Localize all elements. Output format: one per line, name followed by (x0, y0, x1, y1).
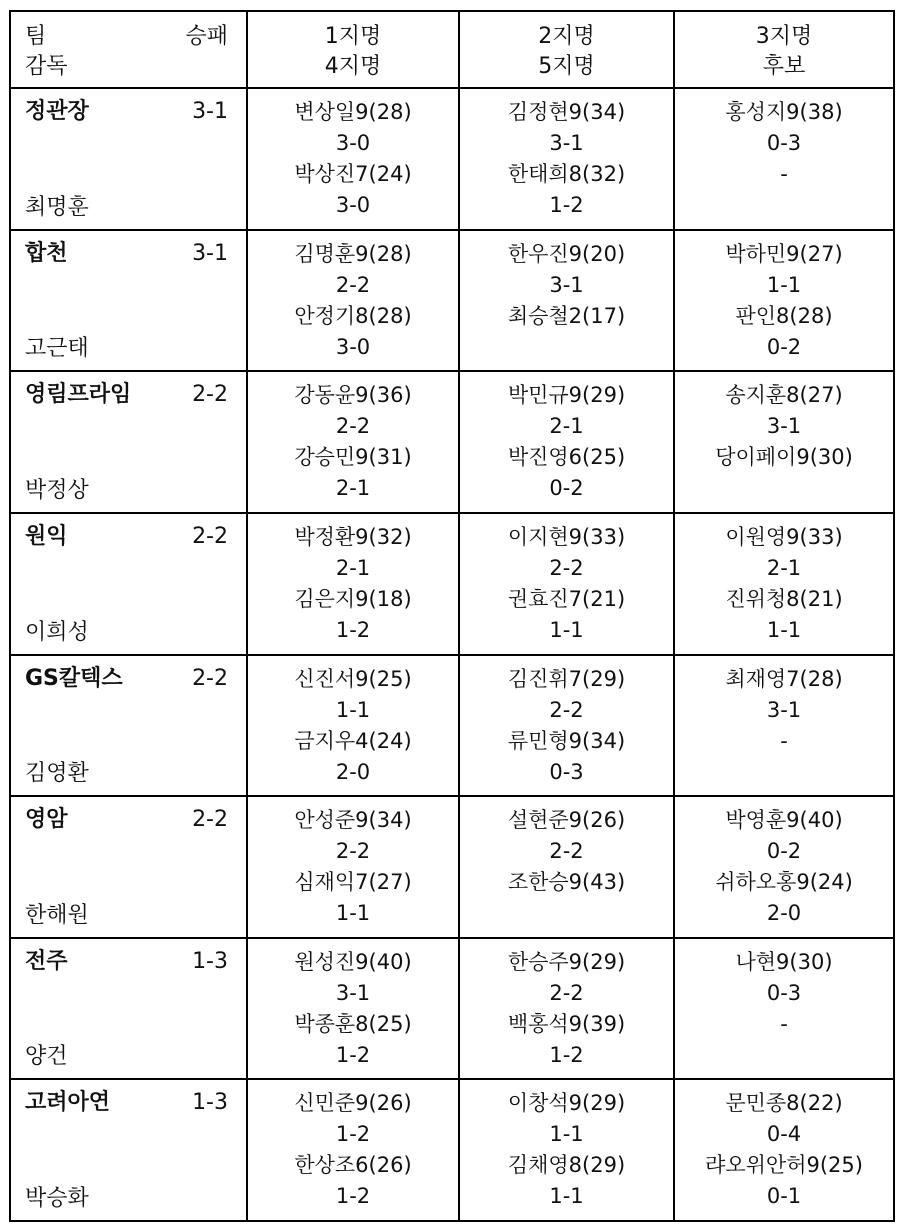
team-cell (10, 796, 247, 938)
player-name: - (780, 728, 788, 753)
player-record: 1-2 (549, 1042, 584, 1067)
team-row (10, 796, 894, 938)
roster-table (9, 10, 895, 1222)
player-name: 문민종8(22) (725, 1091, 843, 1116)
team-record: 1-3 (192, 948, 228, 974)
player-name: 강동윤9(36) (294, 383, 412, 408)
player-name: 박상진7(24) (294, 162, 412, 187)
header-pick2-cell (459, 11, 674, 88)
team-name: 영암 (25, 807, 68, 833)
player-name: 한태희8(32) (507, 162, 626, 187)
player-record: 2-2 (549, 556, 584, 581)
pick-cell-c1 (247, 1079, 459, 1221)
header-pick4-label: 4지명 (324, 54, 382, 79)
player-record: 1-1 (549, 1184, 584, 1209)
pick-cell-c2 (459, 796, 674, 938)
pick-cell-c2 (459, 1079, 674, 1221)
player-record: 2-0 (335, 759, 371, 784)
pick-cell-c3 (674, 230, 894, 372)
player-record: 1-1 (335, 697, 371, 722)
header-pick2-label: 2지명 (538, 24, 595, 49)
team-record: 2-2 (192, 807, 228, 833)
pick-cell-c3 (674, 513, 894, 655)
player-name: 진위청8(21) (725, 587, 843, 612)
team-name: 합천 (25, 240, 68, 266)
team-record: 1-3 (192, 1090, 228, 1116)
player-name: 최승철2(17) (507, 303, 626, 328)
player-record: 1-2 (335, 1122, 371, 1147)
player-record: 1-1 (549, 618, 584, 643)
player-name: - (780, 162, 788, 187)
player-record: 2-2 (335, 272, 371, 297)
player-name: 원성진9(40) (294, 949, 412, 974)
pick-cell-c3 (674, 938, 894, 1080)
player-record: 0-2 (549, 476, 584, 501)
header-row (10, 11, 894, 88)
player-record: 3-1 (766, 414, 802, 439)
player-name: 김정현9(34) (507, 100, 626, 125)
header-pick3-cell (674, 11, 894, 88)
team-name: 고려아연 (25, 1090, 111, 1116)
player-name: 설현준9(26) (507, 808, 626, 833)
team-row (10, 88, 894, 230)
player-record: 0-1 (766, 1184, 802, 1209)
team-name: 원익 (25, 524, 68, 550)
team-manager: 양건 (25, 1044, 68, 1070)
player-name: 권효진7(21) (507, 587, 626, 612)
team-manager: 김영환 (25, 761, 89, 787)
player-record: 2-0 (766, 901, 802, 926)
pick-cell-c1 (247, 796, 459, 938)
pick-cell-c3 (674, 88, 894, 230)
player-name: 김명훈9(28) (294, 241, 412, 266)
player-name: 김진휘7(29) (507, 666, 626, 691)
player-record: 2-1 (766, 556, 802, 581)
pick-cell-c1 (247, 371, 459, 513)
pick-cell-c2 (459, 938, 674, 1080)
player-record: 1-2 (335, 1042, 371, 1067)
header-team-label: 팀 (25, 24, 47, 49)
player-name: 박하민9(27) (725, 241, 843, 266)
team-name: 영림프라임 (25, 382, 132, 408)
player-name: 박종훈8(25) (294, 1011, 412, 1036)
player-name: 안성준9(34) (294, 808, 412, 833)
player-name: 김은지9(18) (294, 587, 412, 612)
player-name: 나현9(30) (735, 949, 833, 974)
player-name: 송지훈8(27) (725, 383, 843, 408)
team-cell (10, 1079, 247, 1221)
team-manager: 고근태 (25, 336, 89, 362)
team-cell (10, 230, 247, 372)
header-reserve-label: 후보 (762, 54, 806, 79)
pick-cell-c3 (674, 796, 894, 938)
player-record: 3-1 (766, 697, 802, 722)
player-name: 김채영8(29) (507, 1153, 626, 1178)
player-record: 0-4 (766, 1122, 802, 1147)
pick-cell-c1 (247, 513, 459, 655)
player-name: 이지현9(33) (507, 525, 626, 550)
player-record: 0-3 (766, 131, 802, 156)
player-name: 강승민9(31) (294, 445, 412, 470)
player-record: 1-1 (549, 1122, 584, 1147)
player-name: 이창석9(29) (507, 1091, 626, 1116)
team-manager: 최명훈 (25, 194, 89, 220)
player-record: 3-0 (335, 131, 371, 156)
player-name: 박영훈9(40) (725, 808, 843, 833)
player-record: 1-1 (335, 901, 371, 926)
player-name: 랴오위안허9(25) (705, 1153, 863, 1178)
player-record: 3-0 (335, 193, 371, 218)
player-record: 2-2 (549, 697, 584, 722)
pick-cell-c1 (247, 938, 459, 1080)
player-record: 2-2 (549, 839, 584, 864)
team-manager: 한해원 (25, 902, 89, 928)
team-manager: 박승화 (25, 1186, 89, 1211)
team-row (10, 1079, 894, 1221)
player-record: 2-2 (335, 414, 371, 439)
player-name: 박정환9(32) (294, 525, 412, 550)
player-name: 신민준9(26) (294, 1091, 412, 1116)
player-record: 1-2 (335, 618, 371, 643)
player-name: 류민형9(34) (507, 728, 626, 753)
player-record: 2-1 (549, 414, 584, 439)
player-record: 1-2 (549, 193, 584, 218)
team-record: 3-1 (192, 240, 228, 266)
player-name: 박진영6(25) (507, 445, 626, 470)
team-record: 2-2 (192, 665, 228, 691)
header-pick1-label: 1지명 (324, 24, 382, 49)
player-record: 2-2 (549, 980, 584, 1005)
player-name: 심재익7(27) (294, 870, 412, 895)
team-row (10, 230, 894, 372)
player-record: 3-1 (335, 980, 371, 1005)
pick-cell-c1 (247, 655, 459, 797)
header-pick1-cell (247, 11, 459, 88)
pick-cell-c2 (459, 371, 674, 513)
pick-cell-c3 (674, 1079, 894, 1221)
team-record: 2-2 (192, 524, 228, 550)
pick-cell-c2 (459, 513, 674, 655)
pick-cell-c2 (459, 88, 674, 230)
player-name: 한우진9(20) (507, 241, 626, 266)
player-record: 0-3 (549, 759, 584, 784)
player-name: 조한승9(43) (507, 870, 626, 895)
player-record: 1-1 (766, 272, 802, 297)
team-cell (10, 371, 247, 513)
pick-cell-c1 (247, 88, 459, 230)
header-pick3-label: 3지명 (755, 24, 813, 49)
player-name: 안정기8(28) (294, 303, 412, 328)
header-pick5-label: 5지명 (538, 54, 595, 79)
header-record-label: 승패 (185, 24, 228, 49)
team-row (10, 938, 894, 1080)
player-record: 0-3 (766, 980, 802, 1005)
player-record: 2-1 (335, 476, 371, 501)
team-cell (10, 655, 247, 797)
player-name: 백홍석9(39) (507, 1011, 626, 1036)
player-record: 3-1 (549, 131, 584, 156)
pick-cell-c2 (459, 655, 674, 797)
pick-cell-c3 (674, 371, 894, 513)
team-row (10, 371, 894, 513)
team-cell (10, 513, 247, 655)
player-name: 이원영9(33) (725, 525, 843, 550)
player-name: 신진서9(25) (294, 666, 412, 691)
player-name: 당이페이9(30) (715, 445, 853, 470)
team-name: 전주 (25, 948, 68, 974)
player-record: 3-0 (335, 334, 371, 359)
player-name: 최재영7(28) (725, 666, 843, 691)
team-record: 2-2 (192, 382, 228, 408)
player-name: 판인8(28) (735, 303, 833, 328)
team-cell (10, 88, 247, 230)
player-name: - (780, 1011, 788, 1036)
player-record: 0-2 (766, 839, 802, 864)
player-name: 한승주9(29) (507, 949, 626, 974)
team-manager: 박정상 (25, 478, 89, 504)
team-name: 정관장 (25, 99, 89, 125)
player-name: 금지우4(24) (294, 728, 412, 753)
player-record: 3-1 (549, 272, 584, 297)
player-name: 박민규9(29) (507, 383, 626, 408)
team-row (10, 513, 894, 655)
player-name: 한상조6(26) (294, 1153, 412, 1178)
pick-cell-c1 (247, 230, 459, 372)
header-team-cell (10, 11, 247, 88)
team-name: GS칼텍스 (25, 665, 123, 691)
player-name: 홍성지9(38) (725, 100, 843, 125)
team-manager: 이희성 (25, 619, 89, 645)
player-record: 1-1 (766, 618, 802, 643)
header-manager-label: 감독 (25, 54, 68, 79)
team-row (10, 655, 894, 797)
team-record: 3-1 (192, 99, 228, 125)
player-record: 2-1 (335, 556, 371, 581)
pick-cell-c3 (674, 655, 894, 797)
pick-cell-c2 (459, 230, 674, 372)
player-record: 2-2 (335, 839, 371, 864)
player-name: 쉬하오홍9(24) (715, 870, 853, 895)
player-name: 변상일9(28) (294, 100, 412, 125)
team-cell (10, 938, 247, 1080)
player-record: 0-2 (766, 334, 802, 359)
player-record: 1-2 (335, 1184, 371, 1209)
